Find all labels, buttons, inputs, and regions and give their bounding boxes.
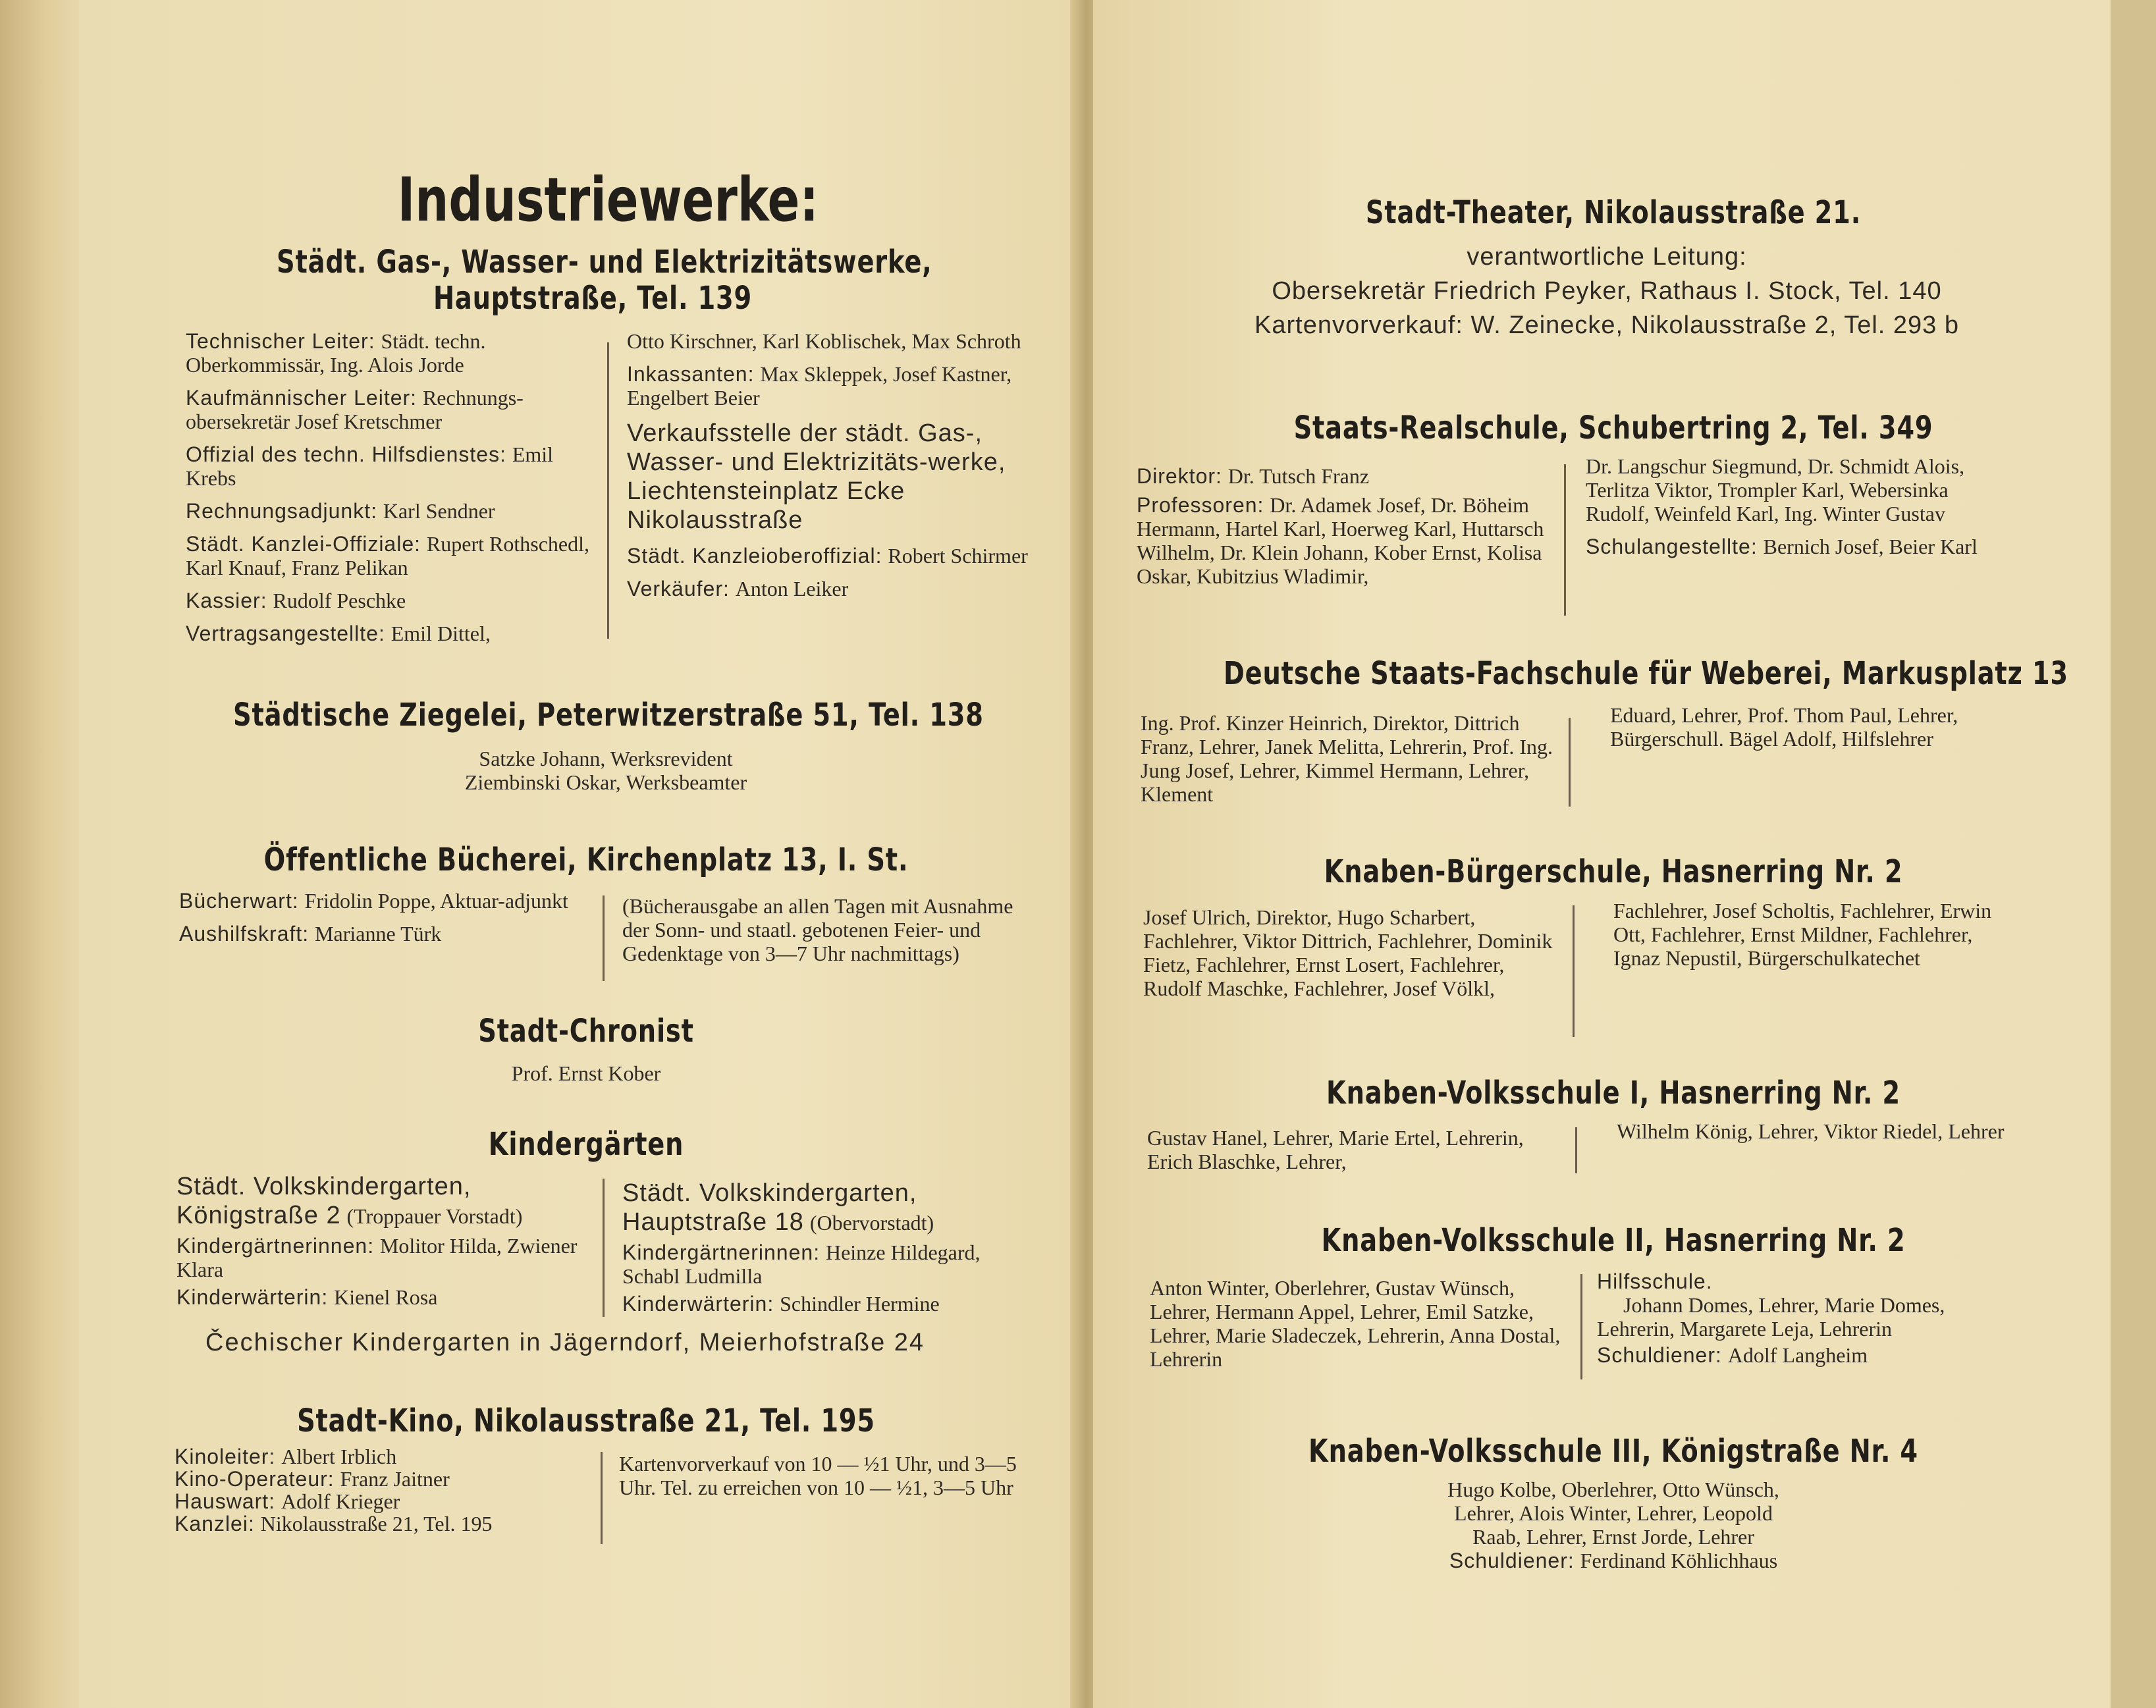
value: Dr. Adamek Josef, Dr. Böheim Hermann, Hartel Karl, Hoerweg Karl, Huttarsch Wilhelm, Dr. Klein Johann, Kober Ernst, Kolisa Oskar, Kubitzius Wladimir, <box>1137 493 1544 588</box>
value: Nikolausstraße 21, Tel. 195 <box>260 1512 493 1535</box>
cechischer-kindergarten: Čechischer Kindergarten in Jägerndorf, Meierhofstraße 24 <box>205 1329 925 1356</box>
heading-buergerschule: Knaben-Bürgerschule, Hasnerring Nr. 2 <box>1324 853 1903 890</box>
value: Dr. Tutsch Franz <box>1227 464 1370 488</box>
volksschule-1-right: Wilhelm König, Lehrer, Viktor Riedel, Lehrer <box>1617 1119 2005 1143</box>
value: Otto Kirschner, Karl Koblischek, Max Schroth <box>627 329 1021 353</box>
label: Schuldiener: <box>1449 1549 1575 1572</box>
label: Kino-Operateur: <box>175 1467 335 1491</box>
value: Rupert Rothschedl, Karl Knauf, Franz Pelikan <box>186 532 589 579</box>
buecherei-left-column <box>179 889 587 955</box>
label: Bücherwart: <box>179 889 299 913</box>
value: Schindler Hermine <box>780 1292 940 1316</box>
value: Franz Jaitner <box>340 1467 450 1491</box>
column-divider <box>1580 1274 1582 1379</box>
kindergarten-title: Städt. Volkskindergarten, Königstraße 2 <box>176 1173 472 1229</box>
label: Rechnungsadjunkt: <box>186 499 377 523</box>
label: Direktor: <box>1137 464 1222 488</box>
heading-volksschule-3: Knaben-Volksschule III, Königstraße Nr. 4 <box>1308 1433 1918 1470</box>
heading-stadtkino: Stadt-Kino, Nikolausstraße 21, Tel. 195 <box>297 1402 875 1439</box>
staff-line: Raab, Lehrer, Ernst Jorde, Lehrer <box>1472 1525 1754 1549</box>
label: Aushilfskraft: <box>179 922 310 946</box>
buergerschule-left-column: Josef Ulrich, Direktor, Hugo Scharbert, Fachlehrer, Viktor Dittrich, Fachlehrer, Dominik Fietz, Fachlehrer, Ernst Losert, Fachlehrer, Rudolf Maschke, Fachlehrer, Josef Völkl, <box>1143 905 1553 1000</box>
theater-line: Kartenvorverkauf: W. Zeinecke, Nikolausstraße 2, Tel. 293 b <box>1254 311 1959 339</box>
kindergarten-koenigstrasse <box>176 1172 591 1318</box>
buergerschule-right-column: Fachlehrer, Josef Scholtis, Fachlehrer, Erwin Ott, Fachlehrer, Ernst Mildner, Fachlehrer, Ignaz Nepustil, Bürgerschulkatechet <box>1613 899 1992 970</box>
value: Rechnungs-obersekretär Josef Kretschmer <box>186 386 524 433</box>
label: Kindergärtnerinnen: <box>176 1234 375 1258</box>
value: Städt. techn. Oberkommissär, Ing. Alois Jorde <box>186 329 486 377</box>
value: Ferdinand Köhlichhaus <box>1580 1549 1778 1572</box>
label: Kinderwärterin: <box>622 1292 774 1316</box>
value: Adolf Langheim <box>1727 1343 1868 1367</box>
realschule-left-column <box>1137 464 1551 597</box>
verkaufsstelle: Verkaufsstelle der städt. Gas-, Wasser- und Elektrizitäts-werke, Liechtensteinplatz Ecke Nikolausstraße <box>627 419 1006 534</box>
hilfsschule-label: Hilfsschule. <box>1597 1269 1713 1293</box>
staff-line: Lehrer, Alois Winter, Lehrer, Leopold <box>1454 1501 1773 1525</box>
staff-line: Hugo Kolbe, Oberlehrer, Otto Wünsch, <box>1447 1478 1779 1501</box>
label: Offizial des techn. Hilfsdienstes: <box>186 442 506 466</box>
label: Kassier: <box>186 589 267 612</box>
buecherei-hours: (Bücherausgabe an allen Tagen mit Ausnahme der Sonn- und staatl. gebotenen Feier- und Gedenktage von 3—7 Uhr nachmittags) <box>622 894 1013 965</box>
label: Verkäufer: <box>627 577 730 600</box>
label: Kinderwärterin: <box>176 1285 329 1309</box>
column-divider <box>1573 905 1575 1037</box>
heading-volksschule-1: Knaben-Volksschule I, Hasnerring Nr. 2 <box>1326 1075 1900 1111</box>
chronist-name: Prof. Ernst Kober <box>511 1061 661 1085</box>
label: Kindergärtnerinnen: <box>622 1241 821 1264</box>
kindergarten-location: (Obervorstadt) <box>809 1211 934 1235</box>
value: Max Skleppek, Josef Kastner, Engelbert Beier <box>627 362 1012 410</box>
volksschule-3-staff <box>1251 1478 1976 1572</box>
kindergarten-location: (Troppauer Vorstadt) <box>346 1204 523 1228</box>
kino-kartenvorverkauf: Kartenvorverkauf von 10 — ½1 Uhr, und 3—5 Uhr. Tel. zu erreichen von 10 — ½1, 3—5 Uhr <box>619 1452 1017 1499</box>
label: Kinoleiter: <box>175 1445 276 1468</box>
weberei-left-column: Ing. Prof. Kinzer Heinrich, Direktor, Dittrich Franz, Lehrer, Janek Melitta, Lehrerin, Prof. Ing. Jung Josef, Lehrer, Kimmel Hermann, Lehrer, Klement <box>1141 711 1553 806</box>
kindergarten-hauptstrasse <box>622 1179 1037 1325</box>
value: Dr. Langschur Siegmund, Dr. Schmidt Alois, Terlitza Viktor, Trompler Karl, Webersinka Rudolf, Weinfeld Karl, Ing. Winter Gustav <box>1586 454 1965 525</box>
heading-buecherei: Öffentliche Bücherei, Kirchenplatz 13, I. St. <box>263 841 909 878</box>
label: Städt. Kanzleioberoffizial: <box>627 544 882 568</box>
value: Molitor Hilda, Zwiener Klara <box>176 1234 578 1281</box>
value: Karl Sendner <box>383 499 495 523</box>
theater-line: verantwortliche Leitung: <box>1467 243 1747 271</box>
column-divider <box>601 1452 603 1544</box>
column-divider <box>1569 718 1571 807</box>
staff-line: Satzke Johann, Werksrevident <box>479 747 733 770</box>
label: Hauswart: <box>175 1489 276 1513</box>
theater-info <box>1133 240 2081 342</box>
column-divider <box>607 342 609 639</box>
column-divider <box>603 895 605 981</box>
volksschule-1-left: Gustav Hanel, Lehrer, Marie Ertel, Lehrerin, Erich Blaschke, Lehrer, <box>1147 1126 1524 1173</box>
theater-line: Obersekretär Friedrich Peyker, Rathaus I. Stock, Tel. 140 <box>1272 277 1942 305</box>
label: Kaufmännischer Leiter: <box>186 386 418 410</box>
realschule-right-column <box>1586 454 2014 568</box>
value: Bernich Josef, Beier Karl <box>1763 535 1978 558</box>
value: Rudolf Peschke <box>273 589 406 612</box>
label: Städt. Kanzlei-Offiziale: <box>186 532 421 556</box>
value: Anton Leiker <box>735 577 849 600</box>
weberei-right-column: Eduard, Lehrer, Prof. Thom Paul, Lehrer, Bürgerschull. Bägel Adolf, Hilfslehrer <box>1610 703 1958 751</box>
kino-staff <box>175 1445 596 1535</box>
heading-ziegelei: Städtische Ziegelei, Peterwitzerstraße 51, Tel. 138 <box>233 697 984 734</box>
heading-volksschule-2: Knaben-Volksschule II, Hasnerring Nr. 2 <box>1321 1222 1906 1259</box>
volksschule-2-left: Anton Winter, Oberlehrer, Gustav Wünsch, Lehrer, Hermann Appel, Lehrer, Emil Satzke, Lehrer, Marie Sladeczek, Lehrerin, Anna Dostal, Lehrerin <box>1150 1276 1561 1371</box>
value: Albert Irblich <box>281 1445 397 1468</box>
value: Heinze Hildegard, Schabl Ludmilla <box>622 1241 981 1288</box>
ziegelei-staff <box>250 747 961 794</box>
column-divider <box>1564 464 1566 616</box>
gaswerke-right-column <box>627 329 1042 610</box>
label: Inkassanten: <box>627 362 755 386</box>
heading-realschule: Staats-Realschule, Schubertring 2, Tel. 349 <box>1293 410 1933 446</box>
heading-gaswerke-address: Hauptstraße, Tel. 139 <box>433 280 753 317</box>
label: Kanzlei: <box>175 1512 255 1535</box>
label: Technischer Leiter: <box>186 329 375 353</box>
section-title-industriewerke: Industriewerke: <box>397 165 819 235</box>
label: Professoren: <box>1137 493 1264 517</box>
value: Kienel Rosa <box>334 1285 438 1309</box>
value: Emil Dittel, <box>391 622 491 645</box>
volksschule-2-right <box>1597 1269 2018 1376</box>
heading-stadtchronist: Stadt-Chronist <box>478 1013 694 1050</box>
staff-line: Ziembinski Oskar, Werksbeamter <box>464 770 747 794</box>
value: Robert Schirmer <box>888 544 1028 568</box>
kindergarten-title: Städt. Volkskindergarten, Hauptstraße 18 <box>622 1179 917 1236</box>
label: Schulangestellte: <box>1586 535 1758 558</box>
label: Vertragsangestellte: <box>186 622 385 645</box>
heading-stadttheater: Stadt-Theater, Nikolausstraße 21. <box>1365 194 1862 231</box>
heading-webereischule: Deutsche Staats-Fachschule für Weberei, Markusplatz 13 <box>1224 655 2068 692</box>
gaswerke-left-column <box>186 329 594 654</box>
value: Adolf Krieger <box>281 1489 400 1513</box>
heading-gaswerke: Städt. Gas-, Wasser- und Elektrizitätswerke, <box>277 244 932 280</box>
page-edge-left <box>0 0 79 1708</box>
heading-kindergaerten: Kindergärten <box>488 1126 684 1163</box>
page-edge-right <box>2111 0 2156 1708</box>
value: Fridolin Poppe, Aktuar-adjunkt <box>304 889 568 913</box>
value: Johann Domes, Lehrer, Marie Domes, Lehrerin, Margarete Leja, Lehrerin <box>1597 1293 1945 1341</box>
value: Emil Krebs <box>186 442 554 490</box>
label: Schuldiener: <box>1597 1343 1722 1367</box>
value: Marianne Türk <box>315 922 442 946</box>
column-divider <box>1575 1127 1577 1173</box>
column-divider <box>603 1179 605 1317</box>
